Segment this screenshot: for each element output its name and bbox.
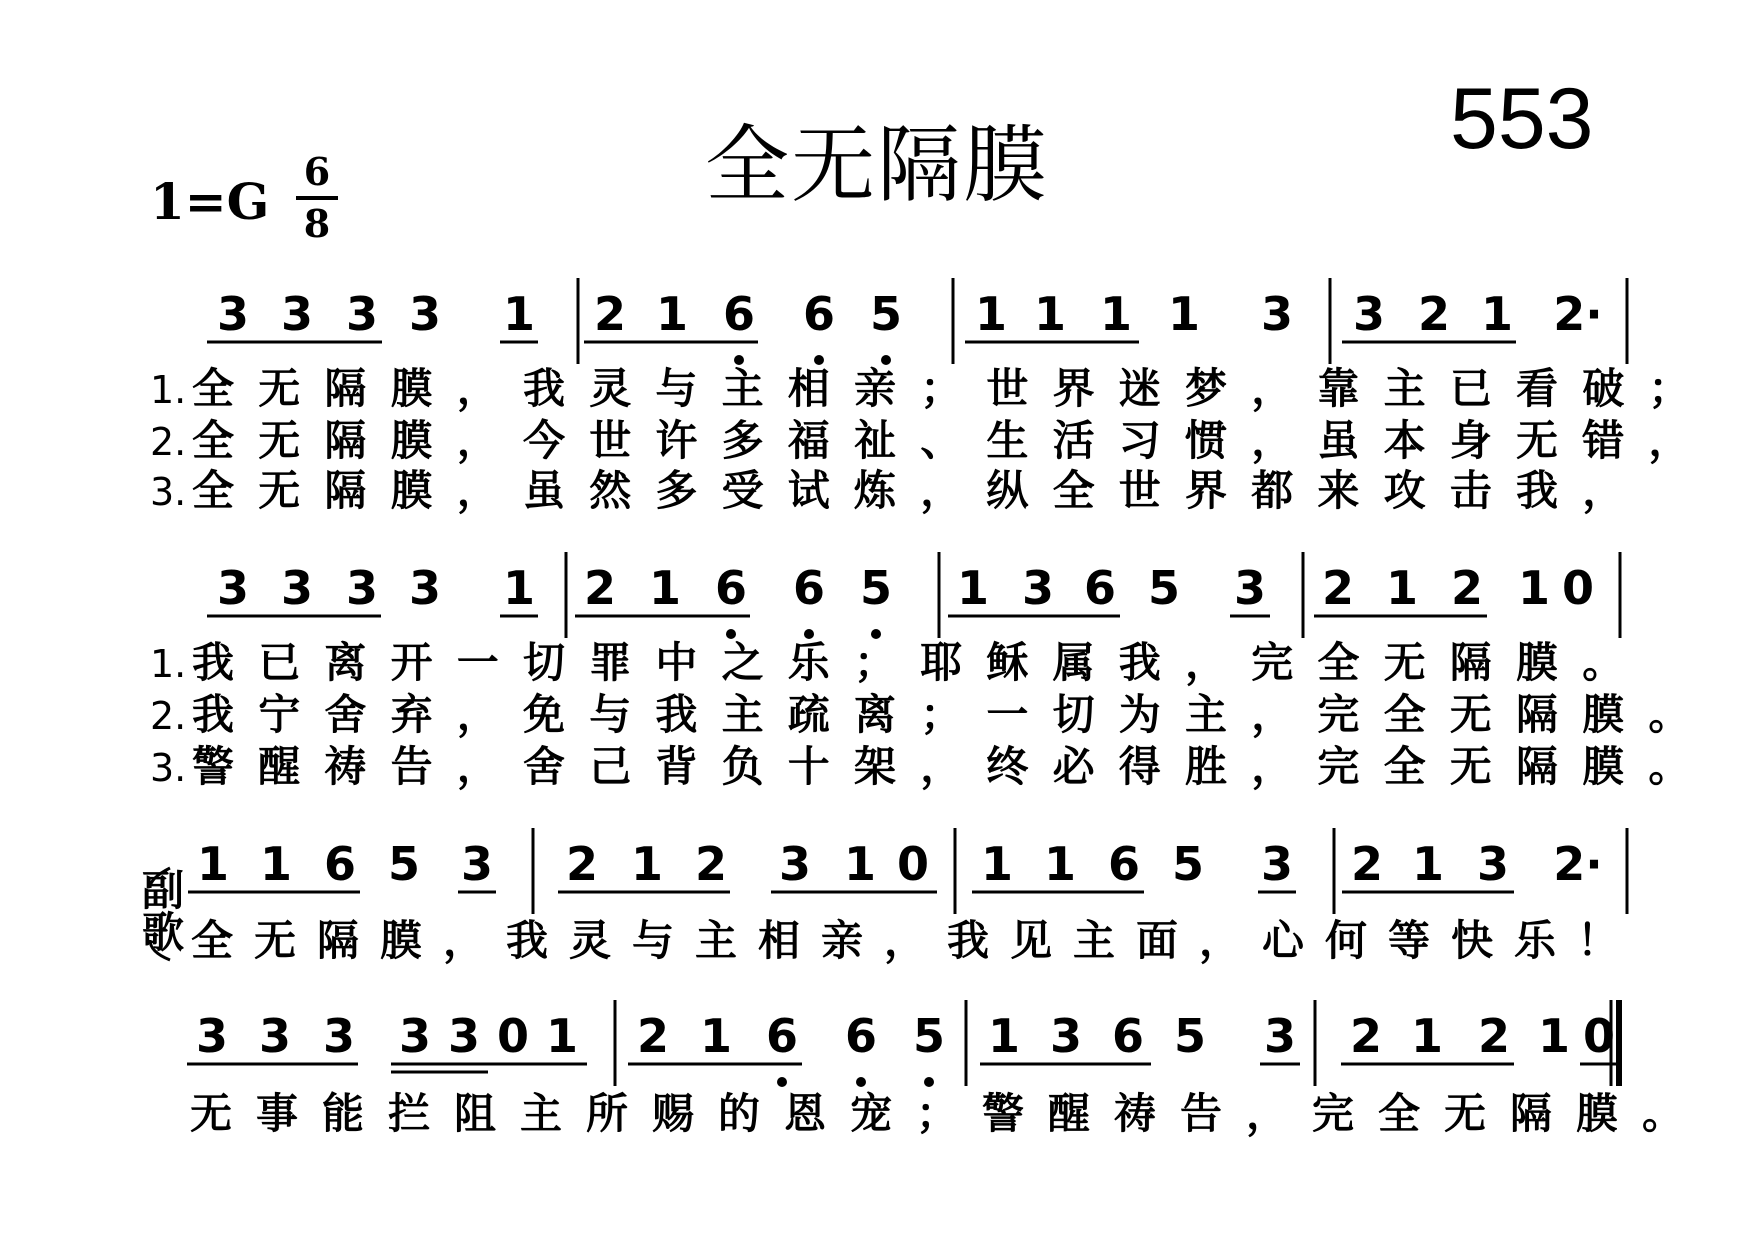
lyric-char: 何 bbox=[1324, 916, 1368, 965]
note: 2 bbox=[565, 837, 599, 891]
lyric-char: 祷 bbox=[324, 742, 367, 791]
lyric-char: 隔 bbox=[1509, 1089, 1553, 1138]
verse-number: 3. bbox=[150, 746, 187, 790]
note: 2 bbox=[1477, 1009, 1511, 1063]
lyric-char: 多 bbox=[655, 466, 698, 515]
lyric-char: 无 bbox=[258, 364, 301, 413]
verse-number: 2. bbox=[150, 420, 187, 464]
lyric-char: 事 bbox=[255, 1089, 299, 1138]
note: 3 bbox=[195, 1009, 229, 1063]
lyric-char: 。 bbox=[1582, 638, 1625, 687]
lyric-char: 等 bbox=[1387, 916, 1431, 965]
lyric-char: 阻 bbox=[453, 1089, 497, 1138]
time-signature-bottom: 8 bbox=[303, 201, 331, 246]
chorus-label-char: 副 bbox=[141, 866, 185, 915]
note: 1 bbox=[974, 287, 1008, 341]
lyric-char: 全 bbox=[1377, 1089, 1421, 1138]
lyric-char: 见 bbox=[1009, 916, 1053, 965]
note: 0 bbox=[896, 837, 930, 891]
note: 3 bbox=[1352, 287, 1386, 341]
lyric-char: 离 bbox=[324, 638, 367, 687]
lyric-char: 全 bbox=[191, 416, 235, 465]
lyric-char: 膜 bbox=[379, 916, 423, 965]
note: 2 bbox=[1350, 837, 1384, 891]
lyric-char: 免 bbox=[522, 690, 566, 739]
verse-number: 1. bbox=[150, 642, 187, 686]
note: 1 bbox=[648, 561, 682, 615]
lyric-char: 迷 bbox=[1118, 364, 1161, 413]
lyric-char: 必 bbox=[1052, 742, 1095, 791]
lyric-char: 祉 bbox=[853, 416, 897, 465]
lyric-char: 都 bbox=[1251, 466, 1294, 515]
note: 3 bbox=[258, 1009, 292, 1063]
lyric-char: 警 bbox=[191, 742, 235, 791]
note: 6 bbox=[844, 1009, 878, 1063]
lyric-char: 生 bbox=[986, 416, 1029, 465]
lyric-char: 无 bbox=[253, 916, 297, 965]
note: 3 bbox=[447, 1009, 481, 1063]
lyric-char: 隔 bbox=[1515, 690, 1559, 739]
lyric-char: 击 bbox=[1449, 466, 1492, 515]
lyric-char: 完 bbox=[1311, 1089, 1355, 1138]
lyric-char: 无 bbox=[1383, 638, 1426, 687]
lyric-char: 中 bbox=[655, 638, 698, 687]
lyric-char: 活 bbox=[1052, 416, 1095, 465]
note: 2 bbox=[1417, 287, 1451, 341]
octave-dot bbox=[924, 1077, 934, 1087]
lyric-char: ， bbox=[1245, 1089, 1289, 1138]
lyric-char: ， bbox=[920, 742, 963, 791]
lyric-char: 耶 bbox=[920, 638, 963, 687]
lyric-char: 炼 bbox=[853, 466, 897, 515]
lyric-char: 主 bbox=[694, 916, 738, 965]
lyric-char: ， bbox=[1251, 742, 1294, 791]
lyric-char: ， bbox=[456, 364, 499, 413]
note: 6 bbox=[1107, 837, 1141, 891]
note: 1 bbox=[655, 287, 689, 341]
lyric-char: 宁 bbox=[258, 690, 301, 739]
note: 1 bbox=[980, 837, 1014, 891]
lyric-char: 我 bbox=[505, 916, 549, 965]
note: 2 bbox=[593, 287, 627, 341]
note: 1 bbox=[502, 287, 536, 341]
lyric-char: 、 bbox=[920, 416, 963, 465]
lyric-char: 错 bbox=[1582, 416, 1625, 465]
note: 6 bbox=[714, 561, 748, 615]
lyric-char: 福 bbox=[787, 416, 830, 465]
lyric-char: 来 bbox=[1317, 466, 1360, 515]
lyric-char: ； bbox=[920, 364, 963, 413]
note: 6 bbox=[802, 287, 836, 341]
lyric-char: ， bbox=[1582, 466, 1625, 515]
lyric-char: 隔 bbox=[316, 916, 360, 965]
lyric-char: 界 bbox=[1184, 466, 1228, 515]
lyric-char: 膜 bbox=[390, 416, 433, 465]
lyric-char: 宠 bbox=[849, 1089, 893, 1138]
note: 3 bbox=[1260, 837, 1294, 891]
lyric-char: 膜 bbox=[1575, 1089, 1619, 1138]
lyric-char: 开 bbox=[390, 638, 433, 687]
note: 5 bbox=[1173, 1009, 1207, 1063]
verse-number: 3. bbox=[150, 470, 187, 514]
lyric-char: 膜 bbox=[1515, 638, 1559, 687]
lyric-char: 灵 bbox=[568, 916, 612, 965]
lyric-char: 全 bbox=[191, 466, 235, 515]
lyric-char: ； bbox=[915, 1089, 959, 1138]
note: 3 bbox=[398, 1009, 432, 1063]
lyric-char: 世 bbox=[589, 416, 632, 465]
note: 1 bbox=[1385, 561, 1419, 615]
hymn-number: 553 bbox=[1450, 71, 1594, 167]
lyric-char: 许 bbox=[655, 416, 698, 465]
note: 3 bbox=[1263, 1009, 1297, 1063]
note: 1 bbox=[502, 561, 536, 615]
lyric-char: 破 bbox=[1582, 364, 1625, 413]
lyric-char: 看 bbox=[1515, 364, 1559, 413]
lyric-char: 隔 bbox=[1515, 742, 1559, 791]
lyric-char: 祷 bbox=[1113, 1089, 1157, 1138]
lyric-char: 舍 bbox=[324, 690, 367, 739]
lyric-char: 舍 bbox=[522, 742, 566, 791]
note: 1 bbox=[545, 1009, 579, 1063]
note: 3 bbox=[216, 287, 250, 341]
lyric-char: ， bbox=[456, 466, 499, 515]
note: 3 bbox=[408, 561, 442, 615]
lyric-char: 亲 bbox=[820, 916, 864, 965]
lyric-char: 一 bbox=[456, 638, 499, 687]
lyric-char: 试 bbox=[787, 466, 830, 515]
lyric-char: 。 bbox=[1648, 742, 1691, 791]
lyric-char: 我 bbox=[946, 916, 990, 965]
lyric-char: ， bbox=[1184, 638, 1228, 687]
lyric-char: ， bbox=[1251, 416, 1294, 465]
lyric-char: ； bbox=[1648, 364, 1691, 413]
lyric-char: 无 bbox=[258, 416, 301, 465]
lyric-char: 隔 bbox=[324, 416, 367, 465]
lyric-char: 之 bbox=[721, 638, 764, 687]
lyric-char: 已 bbox=[258, 638, 301, 687]
note: 5 bbox=[1171, 837, 1205, 891]
note: 3 bbox=[216, 561, 250, 615]
note: 2 bbox=[1349, 1009, 1383, 1063]
lyric-char: ； bbox=[920, 690, 963, 739]
lyric-char: 今 bbox=[522, 416, 566, 465]
lyric-char: 负 bbox=[721, 742, 764, 791]
lyric-char: ， bbox=[456, 416, 499, 465]
lyric-char: 完 bbox=[1251, 638, 1294, 687]
lyric-char: 我 bbox=[191, 690, 235, 739]
note: 2 bbox=[636, 1009, 670, 1063]
lyric-char: 相 bbox=[757, 916, 801, 965]
note: 6 bbox=[1111, 1009, 1145, 1063]
lyric-char: 我 bbox=[655, 690, 698, 739]
lyric-char: ， bbox=[1198, 916, 1242, 965]
lyric-char: 一 bbox=[986, 690, 1029, 739]
lyric-char: 面 bbox=[1135, 916, 1179, 965]
chorus-label-char: 歌 bbox=[141, 908, 185, 957]
note: 0 bbox=[496, 1009, 530, 1063]
lyric-char: 隔 bbox=[1449, 638, 1492, 687]
lyric-char: 无 bbox=[1449, 690, 1492, 739]
note: 1 bbox=[1099, 287, 1133, 341]
lyric-char: 虽 bbox=[1317, 416, 1360, 465]
note: 3 bbox=[345, 561, 379, 615]
lyric-char: 与 bbox=[589, 690, 632, 739]
lyric-char: 所 bbox=[585, 1089, 629, 1138]
lyric-char: 我 bbox=[1118, 638, 1161, 687]
note: 3 bbox=[1021, 561, 1055, 615]
lyric-char: 灵 bbox=[589, 364, 632, 413]
time-signature-top: 6 bbox=[303, 149, 331, 194]
note: 3 bbox=[1049, 1009, 1083, 1063]
lyric-char: 主 bbox=[1383, 364, 1426, 413]
note: 1 bbox=[699, 1009, 733, 1063]
lyric-char: ！ bbox=[1576, 916, 1620, 965]
lyric-char: 十 bbox=[787, 742, 830, 791]
lyric-char: 惯 bbox=[1184, 416, 1228, 465]
lyric-char: 膜 bbox=[390, 466, 433, 515]
lyric-char: 全 bbox=[1052, 466, 1095, 515]
lyric-char: ， bbox=[1251, 690, 1294, 739]
note: 1 bbox=[1480, 287, 1514, 341]
lyric-char: 梦 bbox=[1184, 364, 1228, 413]
lyric-char: 快 bbox=[1450, 916, 1494, 965]
lyric-char: 恩 bbox=[783, 1089, 827, 1138]
lyric-char: 属 bbox=[1052, 638, 1095, 687]
note: 1 bbox=[1517, 561, 1551, 615]
note: 3 bbox=[1233, 561, 1267, 615]
note: 2 bbox=[1450, 561, 1484, 615]
lyric-char: 离 bbox=[853, 690, 897, 739]
note: 6 bbox=[722, 287, 756, 341]
lyric-char: 靠 bbox=[1317, 364, 1360, 413]
note: 1 bbox=[1537, 1009, 1571, 1063]
lyric-char: 全 bbox=[191, 364, 235, 413]
key-signature: 1=G bbox=[150, 172, 270, 231]
note: 5 bbox=[859, 561, 893, 615]
lyric-char: 膜 bbox=[1582, 690, 1625, 739]
lyric-char: 相 bbox=[787, 364, 830, 413]
note: 1 bbox=[956, 561, 990, 615]
lyric-char: 无 bbox=[258, 466, 301, 515]
lyric-char: 世 bbox=[1118, 466, 1161, 515]
lyric-char: 警 bbox=[981, 1089, 1025, 1138]
lyric-char: 纵 bbox=[986, 466, 1029, 515]
lyric-char: 全 bbox=[190, 916, 234, 965]
note: 1 bbox=[1033, 287, 1067, 341]
lyric-char: 稣 bbox=[986, 638, 1029, 687]
note: 1 bbox=[1043, 837, 1077, 891]
lyric-char: 醒 bbox=[1047, 1089, 1091, 1138]
verse-number: 2. bbox=[150, 694, 187, 738]
song-title: 全无隔膜 bbox=[704, 116, 1049, 214]
note: 6 bbox=[323, 837, 357, 891]
lyric-char: 告 bbox=[390, 742, 433, 791]
lyric-char: 心 bbox=[1261, 916, 1305, 965]
lyric-char: 终 bbox=[986, 742, 1029, 791]
lyric-char: 完 bbox=[1317, 690, 1360, 739]
note: 5 bbox=[912, 1009, 946, 1063]
lyric-char: 无 bbox=[1443, 1089, 1487, 1138]
lyric-char: 。 bbox=[1641, 1089, 1685, 1138]
lyric-char: ， bbox=[920, 466, 963, 515]
lyric-char: 己 bbox=[589, 742, 632, 791]
lyric-char: 乐 bbox=[787, 638, 830, 687]
lyric-char: 世 bbox=[986, 364, 1029, 413]
note: 1 bbox=[196, 837, 230, 891]
note: 1 bbox=[987, 1009, 1021, 1063]
lyric-char: 主 bbox=[1184, 690, 1228, 739]
verse-number: 1. bbox=[150, 368, 187, 412]
note: 6 bbox=[1083, 561, 1117, 615]
lyric-char: 弃 bbox=[390, 690, 433, 739]
lyric-char: 主 bbox=[519, 1089, 563, 1138]
lyric-char: 醒 bbox=[258, 742, 301, 791]
note: 3 bbox=[345, 287, 379, 341]
note: 2 bbox=[583, 561, 617, 615]
lyric-char: 罪 bbox=[589, 638, 632, 687]
note: 1 bbox=[1410, 1009, 1444, 1063]
lyric-char: 多 bbox=[721, 416, 764, 465]
lyric-char: 。 bbox=[1648, 690, 1691, 739]
lyric-char: 胜 bbox=[1184, 742, 1228, 791]
lyric-char: 主 bbox=[1072, 916, 1116, 965]
note: 3 bbox=[322, 1009, 356, 1063]
lyric-char: 习 bbox=[1118, 416, 1161, 465]
note: 2· bbox=[1553, 837, 1603, 891]
lyric-char: 得 bbox=[1118, 742, 1161, 791]
lyric-char: 我 bbox=[522, 364, 566, 413]
note: 2· bbox=[1553, 287, 1603, 341]
lyric-char: 无 bbox=[1449, 742, 1492, 791]
lyric-char: 主 bbox=[721, 690, 764, 739]
lyric-char: 赐 bbox=[651, 1089, 695, 1138]
note: 3 bbox=[460, 837, 494, 891]
note: 3 bbox=[280, 287, 314, 341]
lyric-char: 虽 bbox=[522, 466, 566, 515]
lyric-char: ， bbox=[456, 690, 499, 739]
note: 3 bbox=[1260, 287, 1294, 341]
octave-dot bbox=[856, 1077, 866, 1087]
note: 5 bbox=[1147, 561, 1181, 615]
lyric-char: 全 bbox=[1317, 638, 1360, 687]
note: 3 bbox=[778, 837, 812, 891]
note: 2 bbox=[694, 837, 728, 891]
lyric-char: 切 bbox=[522, 638, 566, 687]
note: 2 bbox=[1321, 561, 1355, 615]
lyric-char: 无 bbox=[189, 1089, 233, 1138]
lyric-char: ， bbox=[883, 916, 927, 965]
lyric-char: 疏 bbox=[787, 690, 830, 739]
lyric-char: 完 bbox=[1317, 742, 1360, 791]
lyric-char: 然 bbox=[589, 466, 632, 515]
lyric-char: 背 bbox=[655, 742, 698, 791]
lyric-char: ， bbox=[456, 742, 499, 791]
lyric-char: 膜 bbox=[1582, 742, 1625, 791]
lyric-char: ， bbox=[1648, 416, 1691, 465]
lyric-char: ， bbox=[442, 916, 486, 965]
lyric-char: 本 bbox=[1383, 416, 1426, 465]
note: 6 bbox=[792, 561, 826, 615]
lyric-char: 与 bbox=[631, 916, 675, 965]
note: 1 bbox=[259, 837, 293, 891]
lyric-char: 界 bbox=[1052, 364, 1095, 413]
lyric-char: 亲 bbox=[853, 364, 897, 413]
lyric-char: 膜 bbox=[390, 364, 433, 413]
note: 3 bbox=[408, 287, 442, 341]
lyric-char: 隔 bbox=[324, 466, 367, 515]
lyric-char: 隔 bbox=[324, 364, 367, 413]
lyric-char: 无 bbox=[1515, 416, 1559, 465]
note: 1 bbox=[1411, 837, 1445, 891]
note: 1 bbox=[630, 837, 664, 891]
lyric-char: 我 bbox=[191, 638, 235, 687]
lyric-char: 的 bbox=[717, 1089, 761, 1138]
lyric-char: 能 bbox=[321, 1089, 365, 1138]
note: 0 bbox=[1582, 1009, 1616, 1063]
note: 3 bbox=[280, 561, 314, 615]
lyric-char: 架 bbox=[853, 742, 897, 791]
lyric-char: 为 bbox=[1118, 690, 1161, 739]
lyric-char: 全 bbox=[1383, 690, 1426, 739]
lyric-char: 乐 bbox=[1513, 916, 1557, 965]
note: 3 bbox=[1476, 837, 1510, 891]
lyric-char: 告 bbox=[1179, 1089, 1223, 1138]
lyric-char: 已 bbox=[1449, 364, 1492, 413]
note: 0 bbox=[1561, 561, 1595, 615]
note: 5 bbox=[869, 287, 903, 341]
lyric-char: 身 bbox=[1449, 416, 1492, 465]
lyric-char: 我 bbox=[1515, 466, 1559, 515]
note: 1 bbox=[1167, 287, 1201, 341]
lyric-char: 主 bbox=[721, 364, 764, 413]
lyric-char: 与 bbox=[655, 364, 698, 413]
note: 5 bbox=[387, 837, 421, 891]
note: 6 bbox=[765, 1009, 799, 1063]
lyric-char: 全 bbox=[1383, 742, 1426, 791]
lyric-char: ， bbox=[1251, 364, 1294, 413]
lyric-char: 切 bbox=[1052, 690, 1095, 739]
lyric-char: ； bbox=[853, 638, 897, 687]
lyric-char: 拦 bbox=[387, 1089, 431, 1138]
note: 1 bbox=[843, 837, 877, 891]
lyric-char: 受 bbox=[721, 466, 764, 515]
lyric-char: 攻 bbox=[1383, 466, 1426, 515]
octave-dot bbox=[777, 1077, 787, 1087]
